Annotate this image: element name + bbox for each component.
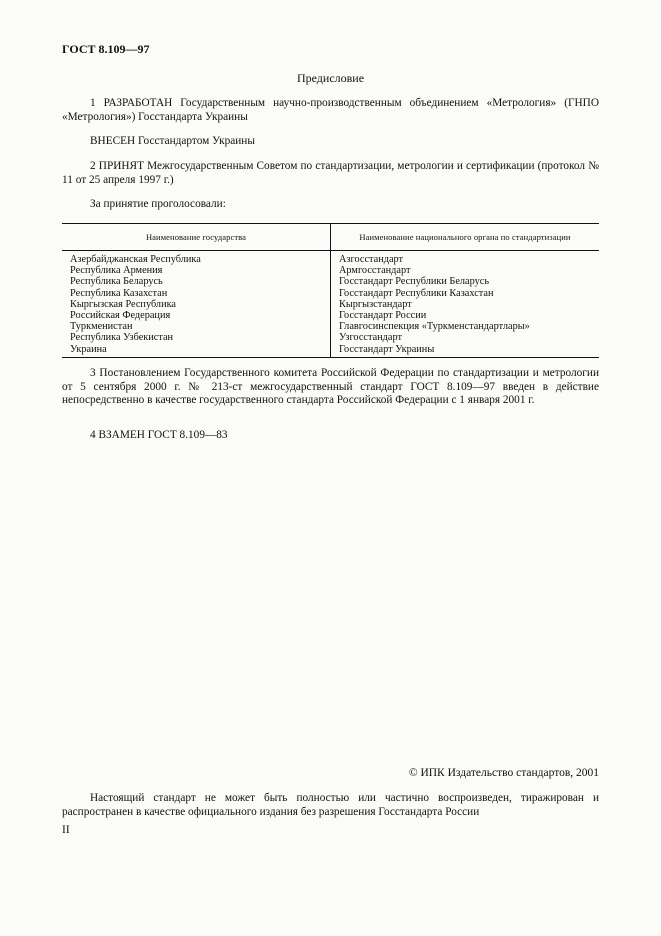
table-header-row	[62, 224, 599, 251]
paragraph-introduced: ВНЕСЕН Госстандартом Украины	[90, 135, 255, 147]
table-cell-body: Госстандарт Республики Беларусь	[339, 276, 490, 288]
table-cell-state: Азербайджанская Республика	[70, 254, 201, 265]
table-cell-state: Республика Узбекистан	[70, 332, 174, 344]
header-state: Наименование государства	[62, 224, 331, 250]
table-cell-state: Республика Беларусь	[70, 276, 163, 288]
table-body	[62, 251, 599, 357]
paragraph-voted: За принятие проголосовали:	[90, 198, 226, 210]
bodies-column	[331, 251, 599, 357]
table-cell-body: Армгосстандарт	[339, 265, 411, 277]
footer-note: Настоящий стандарт не может быть полностью или частично воспроизведен, тиражирован и распространен в качестве официального издания без разрешения Госстандарта России	[62, 792, 599, 818]
table-cell-state: Республика Казахстан	[70, 287, 168, 299]
table-cell-body: Госстандарт России	[339, 310, 427, 322]
table-cell-body: Кыргызстандарт	[339, 298, 412, 310]
page-number: II	[62, 824, 70, 836]
table-cell-state: Кыргызская Республика	[70, 298, 177, 310]
table-cell-body: Госстандарт Республики Казахстан	[339, 287, 494, 299]
header-national-body: Наименование национального органа по стандартизации	[359, 232, 571, 242]
paragraph-developed: 1 РАЗРАБОТАН Государственным научно-производственным объединением «Метрология» (ГНПО «Метрология») Госстандарта Украины	[62, 97, 599, 123]
voting-table	[62, 223, 599, 358]
table-cell-body: Госстандарт Украины	[339, 343, 435, 355]
paragraph-decree: 3 Постановлением Государственного комитета Российской Федерации по стандартизации и метрологии от 5 сентября 2000 г. № 213-ст межгосударственный стандарт ГОСТ 8.109—97 введен в действие непосредственно в качестве государственного стандарта Российской Федерации с 1 января 2001 г.	[62, 367, 599, 406]
paragraph-replaces: 4 ВЗАМЕН ГОСТ 8.109—83	[90, 429, 228, 441]
copyright-notice: © ИПК Издательство стандартов, 2001	[408, 767, 599, 779]
table-cell-state: Туркменистан	[70, 321, 133, 333]
table-cell-state: Республика Армения	[70, 265, 163, 277]
table-cell-body: Главгосинспекция «Туркменстандартлары»	[339, 321, 530, 333]
table-cell-body: Азгосстандарт	[339, 254, 404, 265]
table-cell-state: Российская Федерация	[70, 310, 171, 322]
section-title: Предисловие	[296, 71, 365, 85]
table-cell-state: Украина	[70, 343, 107, 355]
document-code: ГОСТ 8.109—97	[62, 42, 150, 56]
table-cell-body: Узгосстандарт	[339, 332, 402, 344]
states-column	[62, 251, 331, 357]
paragraph-adopted: 2 ПРИНЯТ Межгосударственным Советом по стандартизации, метрологии и сертификации (протокол № 11 от 25 апреля 1997 г.)	[62, 160, 599, 186]
